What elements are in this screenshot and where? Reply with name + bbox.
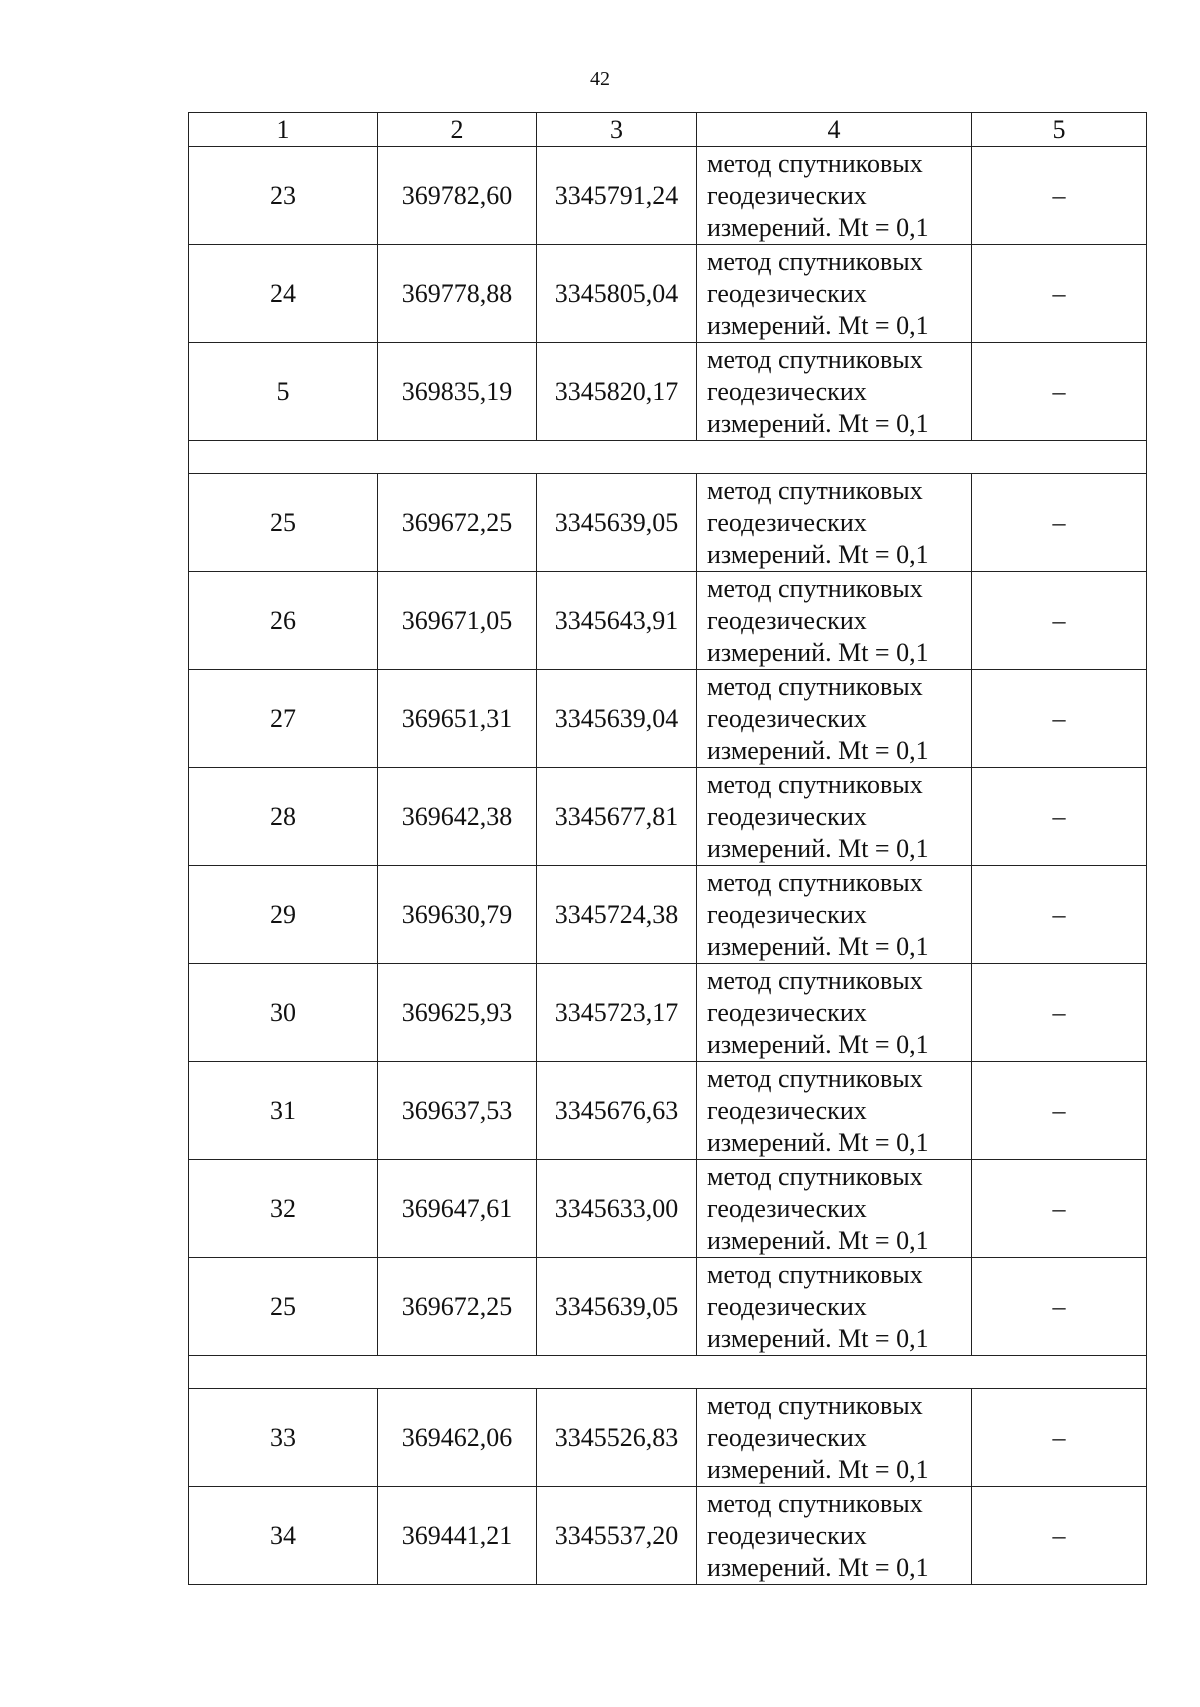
method-line: геодезических	[707, 605, 867, 635]
point-number-cell: 29	[189, 866, 378, 964]
point-number-cell: 25	[189, 1258, 378, 1356]
point-number-cell: 26	[189, 572, 378, 670]
table-row	[189, 1062, 1147, 1160]
y-coordinate-cell: 3345805,04	[537, 245, 697, 343]
y-coordinate-cell: 3345639,05	[537, 474, 697, 572]
point-number-cell: 30	[189, 964, 378, 1062]
method-line: измерений. Mt = 0,1	[707, 735, 929, 765]
point-number-cell: 27	[189, 670, 378, 768]
column-header: 5	[972, 113, 1147, 147]
x-coordinate-cell: 369835,19	[378, 343, 537, 441]
note-cell: –	[972, 474, 1147, 572]
x-coordinate-cell: 369637,53	[378, 1062, 537, 1160]
method-line: метод спутниковых	[707, 475, 923, 505]
column-header: 1	[189, 113, 378, 147]
note-cell: –	[972, 866, 1147, 964]
column-header: 4	[697, 113, 972, 147]
table-row	[189, 1389, 1147, 1487]
table-separator-row	[189, 1356, 1147, 1389]
note-cell: –	[972, 1389, 1147, 1487]
method-line: измерений. Mt = 0,1	[707, 833, 929, 863]
y-coordinate-cell: 3345723,17	[537, 964, 697, 1062]
method-line: геодезических	[707, 1095, 867, 1125]
note-cell: –	[972, 768, 1147, 866]
method-cell	[697, 1487, 972, 1585]
point-number-cell: 5	[189, 343, 378, 441]
point-number-cell: 33	[189, 1389, 378, 1487]
table-row	[189, 572, 1147, 670]
method-line: метод спутниковых	[707, 1390, 923, 1420]
note-cell: –	[972, 1487, 1147, 1585]
method-line: геодезических	[707, 1193, 867, 1223]
page-number: 42	[590, 68, 610, 90]
method-line: метод спутниковых	[707, 1259, 923, 1289]
point-number-cell: 31	[189, 1062, 378, 1160]
table-row	[189, 147, 1147, 245]
method-line: метод спутниковых	[707, 344, 923, 374]
table-row	[189, 245, 1147, 343]
method-line: метод спутниковых	[707, 671, 923, 701]
y-coordinate-cell: 3345537,20	[537, 1487, 697, 1585]
method-line: геодезических	[707, 899, 867, 929]
note-cell: –	[972, 343, 1147, 441]
point-number-cell: 25	[189, 474, 378, 572]
x-coordinate-cell: 369462,06	[378, 1389, 537, 1487]
y-coordinate-cell: 3345633,00	[537, 1160, 697, 1258]
x-coordinate-cell: 369630,79	[378, 866, 537, 964]
method-line: измерений. Mt = 0,1	[707, 931, 929, 961]
method-line: измерений. Mt = 0,1	[707, 408, 929, 438]
method-line: геодезических	[707, 997, 867, 1027]
table-row	[189, 343, 1147, 441]
method-line: геодезических	[707, 180, 867, 210]
method-line: геодезических	[707, 703, 867, 733]
method-line: геодезических	[707, 1520, 867, 1550]
y-coordinate-cell: 3345677,81	[537, 768, 697, 866]
method-line: геодезических	[707, 507, 867, 537]
x-coordinate-cell: 369441,21	[378, 1487, 537, 1585]
y-coordinate-cell: 3345526,83	[537, 1389, 697, 1487]
x-coordinate-cell: 369778,88	[378, 245, 537, 343]
method-cell	[697, 670, 972, 768]
point-number-cell: 23	[189, 147, 378, 245]
table-row	[189, 866, 1147, 964]
coordinates-table	[188, 112, 1147, 1585]
x-coordinate-cell: 369625,93	[378, 964, 537, 1062]
x-coordinate-cell: 369651,31	[378, 670, 537, 768]
table-header-row	[189, 113, 1147, 147]
method-line: измерений. Mt = 0,1	[707, 310, 929, 340]
method-line: измерений. Mt = 0,1	[707, 1225, 929, 1255]
note-cell: –	[972, 1062, 1147, 1160]
method-line: измерений. Mt = 0,1	[707, 1029, 929, 1059]
method-line: метод спутниковых	[707, 148, 923, 178]
y-coordinate-cell: 3345820,17	[537, 343, 697, 441]
method-line: метод спутниковых	[707, 1488, 923, 1518]
method-line: геодезических	[707, 376, 867, 406]
table-row	[189, 1160, 1147, 1258]
table-row	[189, 474, 1147, 572]
note-cell: –	[972, 1258, 1147, 1356]
x-coordinate-cell: 369782,60	[378, 147, 537, 245]
x-coordinate-cell: 369642,38	[378, 768, 537, 866]
note-cell: –	[972, 245, 1147, 343]
table-body	[189, 147, 1147, 1585]
method-line: метод спутниковых	[707, 573, 923, 603]
point-number-cell: 34	[189, 1487, 378, 1585]
table-row	[189, 1487, 1147, 1585]
method-line: геодезических	[707, 1291, 867, 1321]
method-cell	[697, 866, 972, 964]
method-line: измерений. Mt = 0,1	[707, 1552, 929, 1582]
y-coordinate-cell: 3345639,05	[537, 1258, 697, 1356]
point-number-cell: 28	[189, 768, 378, 866]
method-cell	[697, 1258, 972, 1356]
method-line: метод спутниковых	[707, 867, 923, 897]
x-coordinate-cell: 369672,25	[378, 1258, 537, 1356]
y-coordinate-cell: 3345724,38	[537, 866, 697, 964]
method-cell	[697, 1389, 972, 1487]
method-cell	[697, 768, 972, 866]
method-line: измерений. Mt = 0,1	[707, 212, 929, 242]
method-line: метод спутниковых	[707, 1161, 923, 1191]
method-cell	[697, 474, 972, 572]
table-row	[189, 1258, 1147, 1356]
note-cell: –	[972, 1160, 1147, 1258]
method-cell	[697, 147, 972, 245]
note-cell: –	[972, 670, 1147, 768]
method-line: метод спутниковых	[707, 246, 923, 276]
method-line: измерений. Mt = 0,1	[707, 1323, 929, 1353]
method-line: геодезических	[707, 801, 867, 831]
x-coordinate-cell: 369647,61	[378, 1160, 537, 1258]
separator-cell	[189, 1356, 1147, 1389]
method-cell	[697, 343, 972, 441]
method-line: измерений. Mt = 0,1	[707, 1454, 929, 1484]
point-number-cell: 32	[189, 1160, 378, 1258]
table-row	[189, 670, 1147, 768]
y-coordinate-cell: 3345639,04	[537, 670, 697, 768]
note-cell: –	[972, 147, 1147, 245]
method-line: измерений. Mt = 0,1	[707, 1127, 929, 1157]
method-cell	[697, 245, 972, 343]
table-row	[189, 768, 1147, 866]
method-cell	[697, 1062, 972, 1160]
note-cell: –	[972, 964, 1147, 1062]
method-line: метод спутниковых	[707, 1063, 923, 1093]
method-line: метод спутниковых	[707, 769, 923, 799]
x-coordinate-cell: 369671,05	[378, 572, 537, 670]
x-coordinate-cell: 369672,25	[378, 474, 537, 572]
method-cell	[697, 964, 972, 1062]
column-header: 2	[378, 113, 537, 147]
column-header: 3	[537, 113, 697, 147]
method-line: геодезических	[707, 278, 867, 308]
method-line: геодезических	[707, 1422, 867, 1452]
point-number-cell: 24	[189, 245, 378, 343]
table-separator-row	[189, 441, 1147, 474]
separator-cell	[189, 441, 1147, 474]
method-cell	[697, 1160, 972, 1258]
method-cell	[697, 572, 972, 670]
note-cell: –	[972, 572, 1147, 670]
y-coordinate-cell: 3345676,63	[537, 1062, 697, 1160]
method-line: измерений. Mt = 0,1	[707, 637, 929, 667]
method-line: метод спутниковых	[707, 965, 923, 995]
method-line: измерений. Mt = 0,1	[707, 539, 929, 569]
y-coordinate-cell: 3345791,24	[537, 147, 697, 245]
y-coordinate-cell: 3345643,91	[537, 572, 697, 670]
table-row	[189, 964, 1147, 1062]
